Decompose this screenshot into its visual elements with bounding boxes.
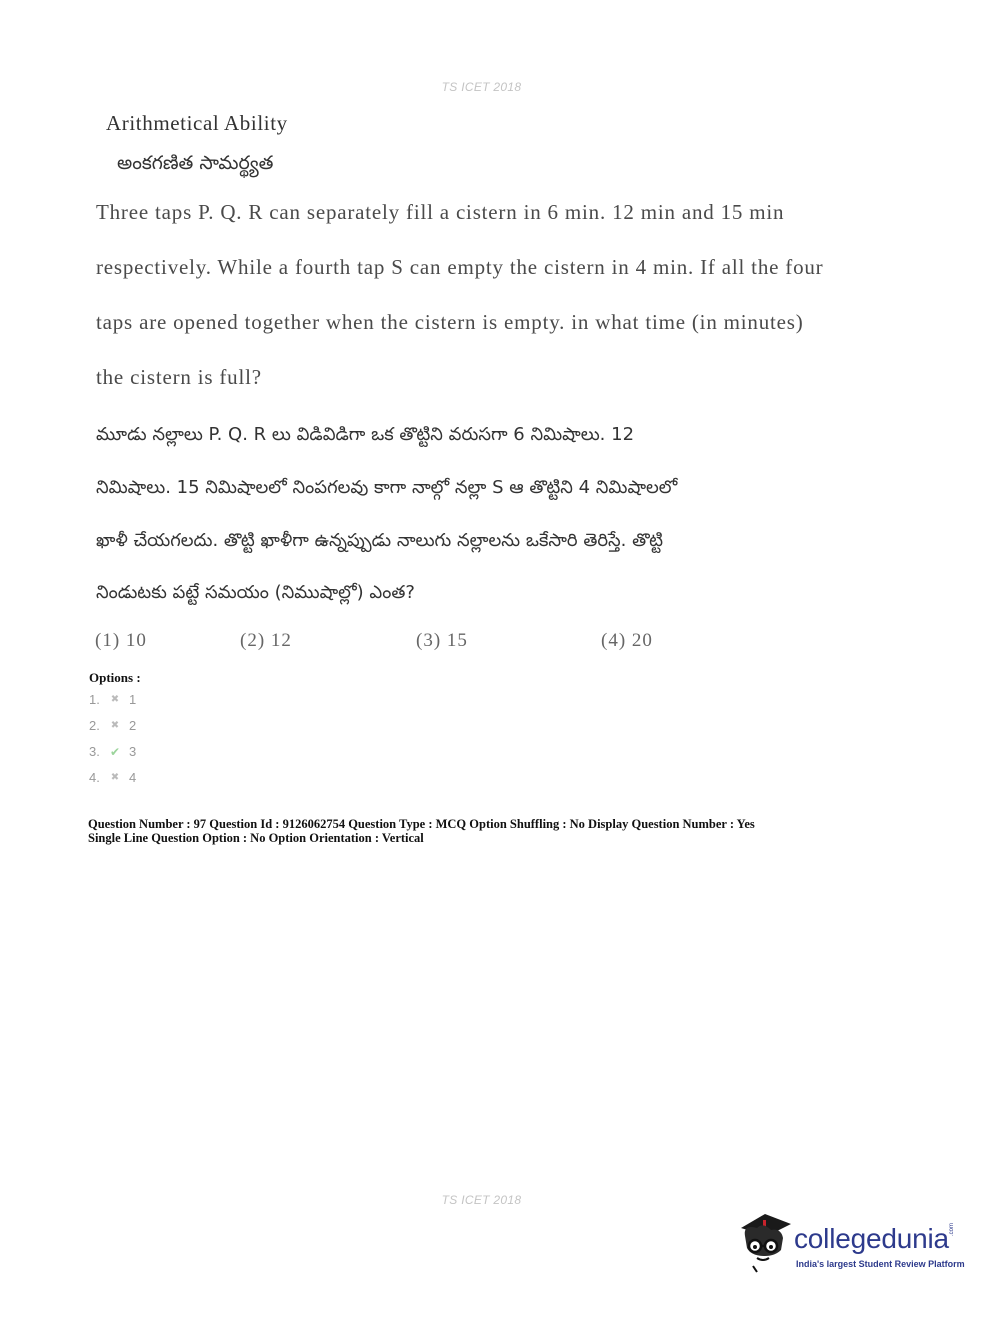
option-number: 2.: [89, 718, 100, 733]
option-value: 4: [129, 770, 137, 785]
answer-choice-1: (1) 10: [95, 630, 147, 651]
answer-choice-3: (3) 15: [416, 630, 468, 651]
option-value: 3: [129, 744, 137, 759]
option-value: 2: [129, 718, 137, 733]
check-icon: ✔: [109, 744, 121, 759]
answer-choice-4: (4) 20: [601, 630, 653, 651]
option-row: [89, 692, 136, 707]
section-title-telugu: అంకగణిత సామర్థ్యత: [117, 152, 274, 174]
options-label: Options :: [89, 670, 141, 685]
wrong-icon: ✖: [110, 694, 120, 705]
wrong-icon: ✖: [110, 772, 120, 783]
question-metadata: [88, 817, 908, 845]
option-value: 1: [129, 692, 137, 707]
question-english-line: taps are opened together when the cistern is empty. in what time (in minutes): [96, 310, 804, 334]
question-english-line: Three taps P. Q. R can separately fill a cistern in 6 min. 12 min and 15 min: [96, 200, 785, 224]
option-number: 3.: [89, 744, 100, 759]
option-number: 4.: [89, 770, 100, 785]
question-telugu-line: నిండుటకు పట్టే సమయం (నిముషాల్లో) ఎంత?: [96, 582, 415, 603]
answer-choice-2: (2) 12: [240, 630, 292, 651]
header-watermark: TS ICET 2018: [441, 80, 522, 94]
section-title: Arithmetical Ability: [106, 111, 288, 135]
logo-wordmark: collegedunia: [794, 1223, 949, 1254]
question-english-line: respectively. While a fourth tap S can empty the cistern in 4 min. If all the four: [96, 255, 824, 279]
option-row: [89, 770, 136, 785]
question-english-line: the cistern is full?: [96, 365, 262, 389]
option-row: [89, 744, 136, 759]
logo-suffix: .com: [949, 1222, 955, 1236]
logo-tagline: India's largest Student Review Platform: [796, 1259, 965, 1269]
footer-watermark: TS ICET 2018: [441, 1193, 522, 1207]
question-telugu-line: ఖాళీ చేయగలదు. తొట్టి ఖాళీగా ఉన్నప్పుడు నాలుగు నల్లాలను ఒకేసారి తెరిస్తే. తొట్టి: [96, 530, 663, 551]
question-telugu-line: నిమిషాలు. 15 నిమిషాలలో నింపగలవు కాగా నాల్గో నల్లా S ఆ తొట్టిని 4 నిమిషాలలో: [96, 477, 678, 498]
question-telugu-line: మూడు నల్లాలు P. Q. R లు విడివిడిగా ఒక తొట్టిని వరుసగా 6 నిమిషాలు. 12: [96, 424, 635, 445]
option-row: [89, 718, 136, 733]
wrong-icon: ✖: [110, 720, 120, 731]
option-number: 1.: [89, 692, 100, 707]
metadata-line: Question Number : 97 Question Id : 9126062754 Question Type : MCQ Option Shuffling : No Display Question Number : Yes: [88, 817, 755, 831]
metadata-line: Single Line Question Option : No Option Orientation : Vertical: [88, 831, 424, 845]
